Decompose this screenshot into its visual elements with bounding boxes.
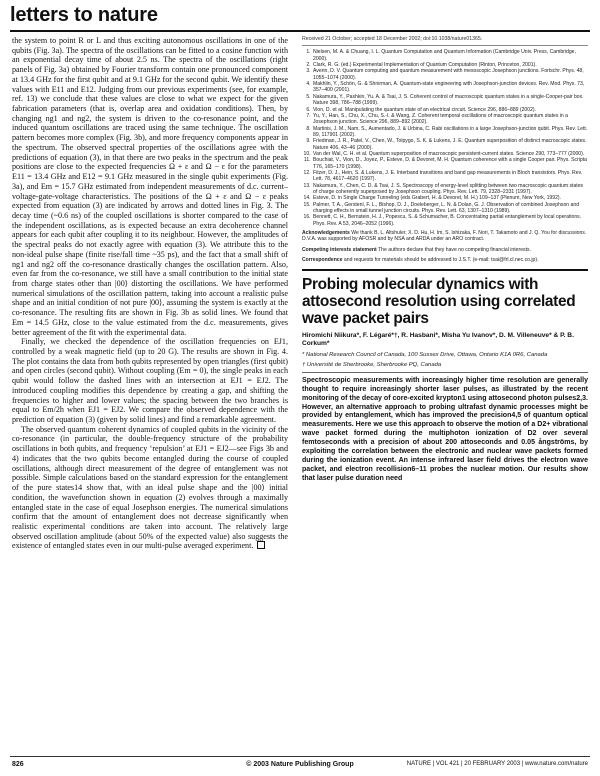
article-title: Probing molecular dynamics with attosecond resolution using correlated wave packet pairs xyxy=(302,276,576,328)
received-line: Received 21 October; accepted 18 December 2002; doi:10.1038/nature01365. xyxy=(302,36,588,46)
reference-item: 13. Nakamura, Y., Chen, C. D. & Tsai, J. S. Spectroscopy of energy-level splitting between two macroscopic quantum states of charge coherently superposed by Josephson coupling. Phys. Rev. Lett. 79, 2328–2331 (1997). xyxy=(312,183,588,196)
article-abstract: Spectroscopic measurements with increasingly higher time resolution are generally thought to require increasingly shorter laser pulses, as illustrated by the recent monitoring of the decay of core-excited krypton1 using attosecond photon pulses2,3. However, an alternative approach to probing ultrafast dynamic processes might be provided by entanglement, which has improved the precision4,5 of quantum optical measurements. Here we use this approach to observe the motion of a D2+ vibrational wave packet formed during the multiphoton ionization of D2 over several femtoseconds with a precision of about 200 attoseconds and 0.05 ångströms, by exploiting the correlation between the electronic and nuclear wave packets formed during the ionization event. An intense infrared laser field drives the electron wave packet, and electron recollision6–11 probes the nuclear motion. Our results show that laser pulse duration need xyxy=(302,376,588,482)
reference-item: 2. Clark, R. G. (ed.) Experimental Implementation of Quantum Computation (Rinton, Princeton, 2001). xyxy=(312,62,588,68)
copyright-notice: © 2003 Nature Publishing Group xyxy=(246,761,354,768)
reference-list xyxy=(302,49,588,227)
footer-rule xyxy=(10,756,590,757)
reference-item: 3. Averin, D. V. Quantum computing and quantum measurement with mesoscopic Josephson junctions. Fortschr. Phys. 48, 1055–1074 (2000). xyxy=(312,68,588,81)
reference-item: 9. Friedman, J. R., Patel, V., Chen, W., Tolpygo, S. K. & Lukens, J. E. Quantum superposition of distinct macroscopic states. Nature 406, 43–46 (2000). xyxy=(312,138,588,151)
correspondence-text: and requests for materials should be addressed to J.S.T. (e-mail: tsai@frl.cl.nec.co.jp). xyxy=(343,257,539,264)
reference-item: 16. Bennett, C. H., Bernstein, H. J., Popescu, S. & Schumacher, B. Concentrating partial entanglement by local operations. Phys. Rev. A 53, 2046–2052 (1996). xyxy=(312,214,588,227)
affiliation-rule xyxy=(302,372,588,373)
article-affiliation: * National Research Council of Canada, 100 Sussex Drive, Ottawa, Ontario K1A 0R6, Canada xyxy=(302,352,548,359)
page-header xyxy=(10,4,590,30)
journal-citation: NATURE | VOL 421 | 20 FEBRUARY 2003 | www.nature.com/nature xyxy=(406,761,588,767)
article-notes xyxy=(302,230,588,263)
acknowledgements-label: Acknowledgements xyxy=(302,230,350,237)
reference-item: 10. Van der Wal, C. H. et al. Quantum superposition of macroscopic persistent-current states. Science 290, 773–777 (2000). xyxy=(312,151,588,157)
reference-item: 1. Nielsen, M. A. & Chuang, I. L. Quantum Computation and Quantum Information (Cambridge Univ. Press, Cambridge, 2000). xyxy=(312,49,588,62)
right-column xyxy=(302,36,588,752)
reference-item: 8. Martinis, J. M., Nam, S., Aumentado, J. & Urbina, C. Rabi oscillations in a large Josephson-junction qubit. Phys. Rev. Lett. 89, 117901 (2002). xyxy=(312,126,588,139)
acknowledgements xyxy=(302,230,588,243)
body-paragraph: the system to point R or L and thus exciting autonomous oscillations in one of the qubits (Fig. 3a). The spectra of the oscillations can be fitted to a cosine function with an exponential decay time of about 2.5 ns. The spectra of the oscillations (right panels of Fig. 3a) obtained by Fourier transform contain one pronounced component at 13.4 GHz for the first qubit and at 9.1 GHz for the second qubit. We identify these values with E11 and E12. Judging from our previous experiments (see, for example, ref. 13) we conclude that these values are close to what we expect for the given fabrication parameters (that is, overlap area and oxidation conditions). Then, by changing ng1 and ng2, the system is driven to the co-resonance point, and the induced quantum oscillations are traced using the same technique. The oscillation pattern becomes more complex (Fig. 3b), and more frequency components appear in the spectrum. The observed spectral properties of the oscillations agree with the predictions of equation (3), in that there are two peaks in the spectrum and the peak positions are close to the expected frequencies Ω + ε and Ω − ε for the parameters E11 = 13.4 GHz and E12 = 9.1 GHz measured in the single qubit experiments (Fig. 3a), and Em = 15.7 GHz estimated from independent measurements of d.c. current–voltage-gate-voltage characteristics. The positions of the Ω + ε and Ω − ε peaks expected from equation (3) are indicated by arrows and dotted lines in Fig. 3. The decay time (~0.6 ns) of the coupled oscillations is shorter compared to the case of the independent oscillations, as is expected because an extra decoherence channel appears for each qubit after coupling it to its neighbour. However, the amplitudes of the spectral peaks do not exactly agree with equation (3). We attribute this to the non-ideal pulse shape (finite rise/fall time ~35 ps), and the fact that a small shift of ng1 and ng2 off the co-resonance drastically changes the oscillation pattern. Also, even far from the co-resonance, we still have a small contribution to the initial state from charge states other than |00⟩ distorting the oscillations. We have performed numerical simulations of the oscillation pattern, taking into account a realistic pulse shape and an initial condition of not pure |00⟩, assuming the system is exactly at the co-resonance. The resulting fits are shown in Fig. 3b as solid lines. We found that Em = 14.5 GHz, close to the value estimated from the d.c. measurements, gives better agreement of the fit with the experimental data. xyxy=(12,36,288,337)
body-paragraph xyxy=(12,425,288,551)
article-authors: Hiromichi Niikura*, F. Légaré*†, R. Hasbani*, Misha Yu Ivanov*, D. M. Villeneuve* & P. B. Corkum* xyxy=(302,331,574,347)
reference-item: 15. Palmer, T. A., Gerstenl, F. L., Bishop, D. J., Doeleberger, L. N. & Dolan, G. J. Observation of combined Josephson and charging effects in small tunnel junction circuits. Phys. Rev. Lett. 63, 1307–1310 (1989). xyxy=(312,202,588,215)
section-title: letters to nature xyxy=(10,4,158,26)
article-affiliation: † Université de Sherbrooke, Sherbrooke PQ, Canada xyxy=(302,362,442,369)
article-separator xyxy=(302,269,588,271)
reference-item: 6. Vion, D. et al. Manipulating the quantum state of an electrical circuit. Science 296, 886–889 (2002). xyxy=(312,107,588,113)
competing-interests-text: The authors declare that they have no competing financial interests. xyxy=(378,246,531,253)
reference-item: 4. Makhlin, Y., Schön, G. & Shnirman, A. Quantum-state engineering with Josephson-junction devices. Rev. Mod. Phys. 73, 357–400 (2001). xyxy=(312,81,588,94)
competing-interests xyxy=(302,247,588,253)
body-paragraph: Finally, we checked the dependence of the oscillation frequencies on EJ1, controlled by a weak magnetic field (up to 20 G). The results are shown in Fig. 4. The plot contains the data from both qubits represented by open triangles (first qubit) and open circles (second qubit). Without coupling (Em = 0), the single peaks in each qubit would follow the dashed lines with an intersection at EJ1 = EJ2. The introduced coupling modifies this dependence by creating a gap, and shifting the frequencies to higher and lower values; the spacing between the two branches is equal to Em/2h when EJ1 = EJ2. We compare the observed dependence with the prediction of equation (3) (given by solid lines) and find a remarkable agreement. xyxy=(12,337,288,425)
left-column xyxy=(12,36,288,752)
header-rule xyxy=(10,30,590,32)
acknowledgements-text: We thank B. L. Altshuler, X. D. Hu, H. Im, S. Ishizaka, F. Nori, T. Takamoto and J. Q. You for discussions. D.V.A. was supported by AFOSR and by NSA and ARDA under an ARO contract. xyxy=(302,230,587,243)
page-number: 826 xyxy=(12,761,24,768)
correspondence-label: Correspondence xyxy=(302,257,343,264)
end-of-article-mark xyxy=(257,541,265,549)
body-paragraph-text: The observed quantum coherent dynamics of coupled qubits in the vicinity of the co-resonance (in particular, the double-frequency structure of the probability oscillations in both qubits, and frequency ‘repulsion’ at EJ1 = EJ2—see Figs 3b and 4) indicates that the two qubits become entangled during the course of coupled oscillations, although direct measurement of the degree of entanglement was not possible. Simple calculations based on the standard expression for the entanglement of the pure states14 show that, with an ideal pulse shape and the |00⟩ initial condition, the wavefunction shown in equation (2) evolves through a maximally entangled state in the case of equal Josephson energies. The numerical simulations confirm that the amount of entanglement does not decrease significantly when realistic experimental conditions are taken into account. The relatively large observed oscillation amplitude (about 50% of the expected value) also suggests the existence of entangled states even in our multi-pulse averaged experiment. xyxy=(12,424,288,551)
correspondence xyxy=(302,257,588,263)
reference-item: 5. Nakamura, Y., Pashkin, Yu. A. & Tsai, J. S. Coherent control of macroscopic quantum states in a single-Cooper-pair box. Nature 398, 786–788 (1999). xyxy=(312,94,588,107)
reference-item: 12. Fitzer, D. J., Hein, S. & Lukens, J. E. Interband transitions and band gap measurements in Bloch transistors. Phys. Rev. Lett. 78, 4617–4620 (1997). xyxy=(312,170,588,183)
reference-item: 11. Bouchiat, V., Vion, D., Joyez, P., Esteve, D. & Devoret, M. H. Quantum coherence with a single Cooper pair. Phys. Scripta T76, 165–170 (1998). xyxy=(312,157,588,170)
competing-interests-label: Competing interests statement xyxy=(302,246,377,253)
reference-item: 7. Yu, Y., Han, S., Chu, X., Chu, S.-I. & Wang, Z. Coherent temporal oscillations of macroscopic quantum states in a Josephson junction. Science 296, 889–892 (2002). xyxy=(312,113,588,126)
reference-item: 14. Esteve, D. in Single Charge Tunneling (eds Grabert, H. & Devoret, M. H.) 109–137 (Plenum, New York, 1992). xyxy=(312,195,588,201)
